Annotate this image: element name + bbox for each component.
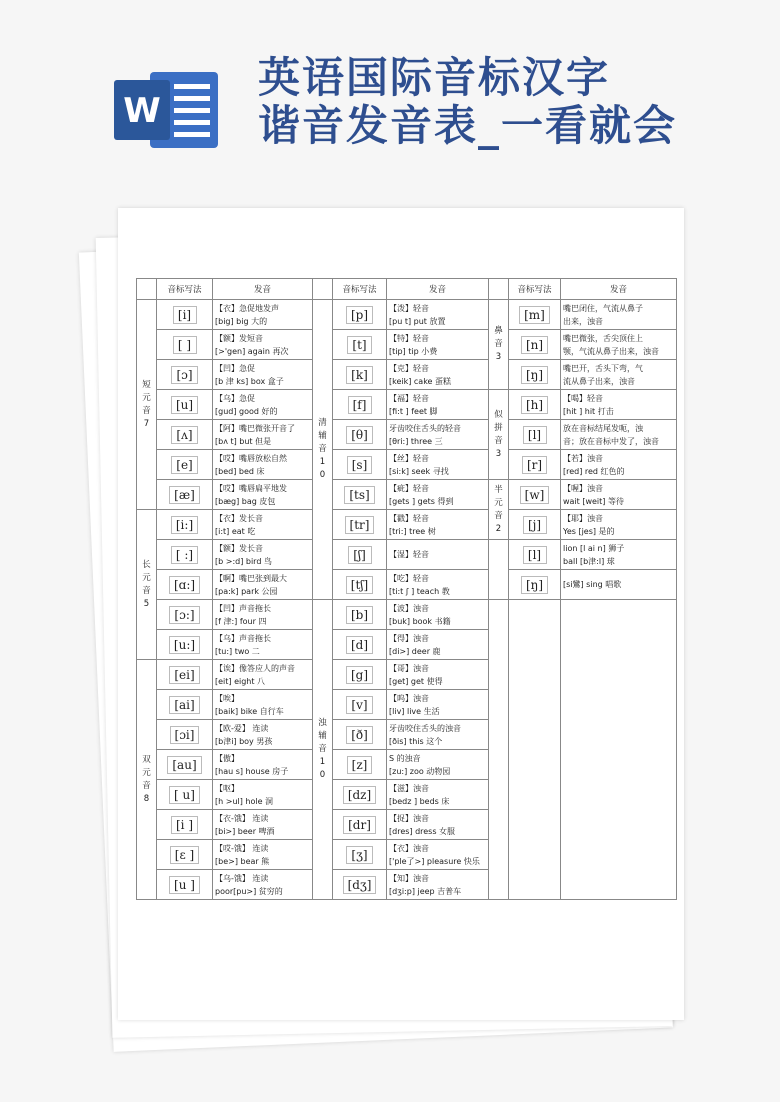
pronunciation-hint: 【得】浊音 xyxy=(389,633,429,643)
phonetic-symbol xyxy=(157,870,213,900)
example-word: [bed] bed 床 xyxy=(215,466,265,476)
symbol-text: [t] xyxy=(347,336,371,354)
table-row xyxy=(137,390,677,420)
phonetic-table xyxy=(136,278,677,900)
empty-cell xyxy=(509,600,561,900)
pronunciation-hint: 牙齿咬住舌头的浊音 xyxy=(389,723,461,733)
example-word: [h >ul] hole 洞 xyxy=(215,796,274,806)
phonetic-symbol xyxy=(333,450,387,480)
pronunciation-hint: 【衣-饿】 连读 xyxy=(215,813,269,823)
phonetic-symbol xyxy=(509,330,561,360)
pronunciation-cell xyxy=(387,510,489,540)
symbol-text: [u ] xyxy=(169,876,200,894)
pronunciation-hint: 【若】浊音 xyxy=(563,453,603,463)
pronunciation-hint: 【福】轻音 xyxy=(389,393,429,403)
example-word: 音；放在音标中发了，浊音 xyxy=(563,436,659,446)
category-label: 清 辅 音 1 0 xyxy=(313,300,333,600)
symbol-text: [s] xyxy=(347,456,373,474)
table-row xyxy=(137,450,677,480)
table-row xyxy=(137,480,677,510)
pronunciation-cell xyxy=(561,540,677,570)
phonetic-symbol xyxy=(157,780,213,810)
pronunciation-hint: 【哎】嘴唇放松自然 xyxy=(215,453,287,463)
phonetic-symbol xyxy=(509,360,561,390)
example-word: [be>] bear 熊 xyxy=(215,856,270,866)
phonetic-symbol xyxy=(157,540,213,570)
symbol-text: [n] xyxy=(521,336,548,354)
symbol-text: [r] xyxy=(522,456,547,474)
phonetic-symbol xyxy=(157,750,213,780)
symbol-text: [ʒ] xyxy=(346,846,372,864)
phonetic-symbol xyxy=(509,300,561,330)
table-row xyxy=(137,360,677,390)
pronunciation-cell xyxy=(561,450,677,480)
pronunciation-hint: 【乌】急促 xyxy=(215,393,255,403)
phonetic-symbol xyxy=(157,420,213,450)
example-word: [pu t] put 放置 xyxy=(389,316,446,326)
symbol-text: [v] xyxy=(346,696,372,714)
symbol-text: [f] xyxy=(348,396,372,414)
example-word: [baik] bike 自行车 xyxy=(215,706,284,716)
table-row xyxy=(137,300,677,330)
pronunciation-hint: S 的浊音 xyxy=(389,753,421,763)
pronunciation-hint: 【哎】嘴唇扁平地发 xyxy=(215,483,287,493)
phonetic-symbol xyxy=(157,330,213,360)
pronunciation-hint: 【喔】浊音 xyxy=(563,483,603,493)
example-word: ball [b津:l] 球 xyxy=(563,556,615,566)
phonetic-symbol xyxy=(509,420,561,450)
pronunciation-hint: 【知】浊音 xyxy=(389,873,429,883)
example-word: Yes [jes] 是的 xyxy=(563,526,615,536)
pronunciation-hint: 【衣】急促地发声 xyxy=(215,303,279,313)
header-pronunciation: 发音 xyxy=(213,279,313,300)
pronunciation-hint: lion [l ai n] 狮子 xyxy=(563,543,625,553)
pronunciation-cell xyxy=(213,330,313,360)
pronunciation-cell xyxy=(387,870,489,900)
symbol-text: [θ] xyxy=(346,426,373,444)
pronunciation-cell xyxy=(213,540,313,570)
pronunciation-hint: 【衣】浊音 xyxy=(389,843,429,853)
example-word: poor[pu>] 贫穷的 xyxy=(215,886,283,896)
symbol-text: [j] xyxy=(523,516,547,534)
symbol-text: [e] xyxy=(171,456,197,474)
pronunciation-cell xyxy=(387,750,489,780)
pronunciation-hint: 【诶】像答应人的声音 xyxy=(215,663,295,673)
example-word: [f 津:] four 四 xyxy=(215,616,267,626)
example-word: ['ple了>] pleasure 快乐 xyxy=(389,856,480,866)
symbol-text: [ɔ] xyxy=(171,366,197,384)
pronunciation-hint: 【衣】发长音 xyxy=(215,513,263,523)
table-row xyxy=(137,570,677,600)
pronunciation-cell xyxy=(561,480,677,510)
pronunciation-hint: 【乌-饿】 连读 xyxy=(215,873,269,883)
pronunciation-hint: 【泼】轻音 xyxy=(389,303,429,313)
example-word: wait [weit] 等待 xyxy=(563,496,624,506)
category-label: 双 元 音 8 xyxy=(137,660,157,900)
symbol-text: [g] xyxy=(346,666,373,684)
pronunciation-hint: 嘴巴闭住，气流从鼻子 xyxy=(563,303,643,313)
symbol-text: [ɑ:] xyxy=(169,576,200,594)
pronunciation-cell xyxy=(387,330,489,360)
phonetic-symbol xyxy=(333,420,387,450)
pronunciation-cell xyxy=(387,540,489,570)
example-word: 颚，气流从鼻子出来，浊音 xyxy=(563,346,659,356)
table-row xyxy=(137,510,677,540)
header-symbol: 音标写法 xyxy=(333,279,387,300)
example-word: [dʒi:p] jeep 吉普车 xyxy=(389,886,462,896)
pronunciation-hint: 【湿】轻音 xyxy=(389,550,429,559)
example-word: [b津i] boy 男孩 xyxy=(215,736,273,746)
pronunciation-hint: 【乌】声音拖长 xyxy=(215,633,271,643)
phonetic-symbol xyxy=(333,330,387,360)
example-word: [bi>] beer 啤酒 xyxy=(215,826,275,836)
category-label xyxy=(489,540,509,600)
example-word: [tip] tip 小费 xyxy=(389,346,438,356)
symbol-text: [p] xyxy=(346,306,373,324)
example-word: [ðis] this 这个 xyxy=(389,736,443,746)
symbol-text: [ ] xyxy=(173,336,197,354)
symbol-text: [z] xyxy=(347,756,373,774)
phonetic-symbol xyxy=(157,690,213,720)
symbol-text: [ :] xyxy=(171,546,198,564)
category-label: 似 拼 音 3 xyxy=(489,390,509,480)
symbol-text: [k] xyxy=(346,366,373,384)
symbol-text: [i ] xyxy=(171,816,198,834)
pronunciation-cell xyxy=(213,690,313,720)
pronunciation-cell xyxy=(213,780,313,810)
pronunciation-cell xyxy=(561,510,677,540)
pronunciation-cell xyxy=(387,690,489,720)
symbol-text: [ɔ:] xyxy=(169,606,199,624)
example-word: [hit ] hit 打击 xyxy=(563,406,614,416)
pronunciation-cell xyxy=(387,720,489,750)
pronunciation-cell xyxy=(213,510,313,540)
symbol-text: [ʃ] xyxy=(348,546,372,564)
example-word: [buk] book 书籍 xyxy=(389,616,451,626)
example-word: [b >:d] bird 鸟 xyxy=(215,556,272,566)
table-row xyxy=(137,420,677,450)
pronunciation-cell xyxy=(561,420,677,450)
symbol-text: [m] xyxy=(519,306,550,324)
phonetic-symbol xyxy=(157,840,213,870)
phonetic-symbol xyxy=(509,390,561,420)
example-word: [liv] live 生活 xyxy=(389,706,440,716)
svg-text:W: W xyxy=(123,91,161,131)
symbol-text: [ʌ] xyxy=(171,426,197,444)
pronunciation-cell xyxy=(213,660,313,690)
symbol-text: [dr] xyxy=(343,816,376,834)
phonetic-symbol xyxy=(157,630,213,660)
symbol-text: [ɔi] xyxy=(170,726,200,744)
example-word: [θri:] three 三 xyxy=(389,436,443,446)
phonetic-symbol xyxy=(157,300,213,330)
example-word: [red] red 红色的 xyxy=(563,466,625,476)
symbol-text: [ai] xyxy=(169,696,199,714)
phonetic-symbol xyxy=(509,450,561,480)
phonetic-symbol xyxy=(157,570,213,600)
pronunciation-cell xyxy=(561,300,677,330)
example-word: [bʌ t] but 但是 xyxy=(215,436,272,446)
phonetic-symbol xyxy=(333,630,387,660)
pronunciation-hint: 【呜】浊音 xyxy=(389,693,429,703)
pronunciation-hint: 【丝】轻音 xyxy=(389,453,429,463)
phonetic-symbol xyxy=(333,510,387,540)
symbol-text: [ts] xyxy=(344,486,374,504)
example-word: [bedz ] beds 床 xyxy=(389,796,450,806)
word-logo-icon xyxy=(112,66,222,154)
example-word: [gud] good 好的 xyxy=(215,406,278,416)
pronunciation-cell xyxy=(213,480,313,510)
example-word: [big] big 大的 xyxy=(215,316,268,326)
pronunciation-cell xyxy=(387,810,489,840)
pronunciation-cell xyxy=(561,570,677,600)
example-word: [>'gen] again 再次 xyxy=(215,346,289,356)
header-pronunciation: 发音 xyxy=(561,279,677,300)
example-word: [zu:] zoo 动物园 xyxy=(389,766,451,776)
pronunciation-cell xyxy=(213,390,313,420)
example-word: [tu:] two 二 xyxy=(215,646,260,656)
pronunciation-hint: 【耶】浊音 xyxy=(563,513,603,523)
phonetic-symbol xyxy=(333,690,387,720)
pronunciation-cell xyxy=(213,750,313,780)
example-word: [tri:] tree 树 xyxy=(389,526,436,536)
pronunciation-hint: 【特】轻音 xyxy=(389,333,429,343)
phonetic-symbol xyxy=(157,360,213,390)
symbol-text: [dʒ] xyxy=(343,876,377,894)
pronunciation-hint: 【凹】声音拖长 xyxy=(215,603,271,613)
example-word: [hau s] house 房子 xyxy=(215,766,289,776)
phonetic-symbol xyxy=(333,870,387,900)
phonetic-symbol xyxy=(333,570,387,600)
phonetic-symbol xyxy=(157,510,213,540)
pronunciation-hint: 【疵】轻音 xyxy=(389,483,429,493)
table-row xyxy=(137,600,677,630)
pronunciation-hint: 【额】发短音 xyxy=(215,333,263,343)
pronunciation-hint: 【欧-爱】 连读 xyxy=(215,723,269,733)
pronunciation-cell xyxy=(213,360,313,390)
example-word: [eit] eight 八 xyxy=(215,676,266,686)
pronunciation-hint: 【凹】急促 xyxy=(215,363,255,373)
example-word: [ti:t ʃ ] teach 教 xyxy=(389,586,450,596)
pronunciation-cell xyxy=(213,420,313,450)
symbol-text: [ɛ ] xyxy=(170,846,199,864)
empty-cell xyxy=(561,600,677,900)
pronunciation-hint: 【哥】浊音 xyxy=(389,663,429,673)
symbol-text: [ŋ] xyxy=(521,366,548,384)
pronunciation-cell xyxy=(213,630,313,660)
pronunciation-hint: 【阿】嘴巴微张开音了 xyxy=(215,423,295,433)
pronunciation-cell xyxy=(213,720,313,750)
title-line-1: 英语国际音标汉字 xyxy=(258,53,611,102)
phonetic-symbol xyxy=(333,780,387,810)
pronunciation-cell xyxy=(387,660,489,690)
symbol-text: [u:] xyxy=(169,636,200,654)
pronunciation-cell xyxy=(387,780,489,810)
pronunciation-cell xyxy=(387,630,489,660)
symbol-text: [dz] xyxy=(343,786,376,804)
pronunciation-hint: 【捉】浊音 xyxy=(389,813,429,823)
phonetic-symbol xyxy=(509,510,561,540)
category-label: 短 元 音 7 xyxy=(137,300,157,510)
symbol-text: [au] xyxy=(167,756,201,774)
pronunciation-cell xyxy=(213,870,313,900)
phonetic-symbol xyxy=(333,840,387,870)
pronunciation-cell xyxy=(213,450,313,480)
pronunciation-hint: 牙齿咬住舌头的轻音 xyxy=(389,423,461,433)
example-word: [dres] dress 女服 xyxy=(389,826,456,836)
category-label: 鼻 音 3 xyxy=(489,300,509,390)
category-label: 长 元 音 5 xyxy=(137,510,157,660)
symbol-text: [i:] xyxy=(171,516,198,534)
symbol-text: [b] xyxy=(346,606,373,624)
category-label: 浊 辅 音 1 0 xyxy=(313,600,333,900)
phonetic-symbol xyxy=(333,300,387,330)
pronunciation-hint: 【喝】轻音 xyxy=(563,393,603,403)
symbol-text: [i] xyxy=(173,306,197,324)
phonetic-symbol xyxy=(333,480,387,510)
example-word: [di>] deer 鹿 xyxy=(389,646,441,656)
example-word: [b 津 ks] box 盒子 xyxy=(215,376,284,386)
phonetic-symbol xyxy=(333,600,387,630)
pronunciation-hint: 【吃】轻音 xyxy=(389,573,429,583)
symbol-text: [l] xyxy=(523,426,547,444)
example-word: [keik] cake 蛋糕 xyxy=(389,376,452,386)
pronunciation-hint: 【波】浊音 xyxy=(389,603,429,613)
symbol-text: [ei] xyxy=(169,666,199,684)
pronunciation-hint: 【哎-饿】 连读 xyxy=(215,843,269,853)
symbol-text: [h] xyxy=(521,396,548,414)
example-word: [si:k] seek 寻找 xyxy=(389,466,449,476)
symbol-text: [w] xyxy=(520,486,550,504)
pronunciation-cell xyxy=(213,600,313,630)
pronunciation-cell xyxy=(213,840,313,870)
pronunciation-cell xyxy=(213,810,313,840)
title-line-2: 谐音发音表_一看就会 xyxy=(258,101,678,150)
example-word: [fi:t ] feet 脚 xyxy=(389,406,438,416)
pronunciation-cell xyxy=(213,570,313,600)
pronunciation-cell xyxy=(561,360,677,390)
pronunciation-cell xyxy=(387,480,489,510)
phonetic-symbol xyxy=(157,810,213,840)
category-label: 半 元 音 2 xyxy=(489,480,509,540)
example-word: [i:t] eat 吃 xyxy=(215,526,256,536)
symbol-text: [tʃ] xyxy=(346,576,373,594)
header-pronunciation: 发音 xyxy=(387,279,489,300)
pronunciation-cell xyxy=(387,300,489,330)
symbol-text: [æ] xyxy=(169,486,200,504)
pronunciation-cell xyxy=(387,600,489,630)
symbol-text: [l] xyxy=(523,546,547,564)
header-symbol: 音标写法 xyxy=(157,279,213,300)
phonetic-symbol xyxy=(509,570,561,600)
pronunciation-cell xyxy=(561,330,677,360)
pronunciation-cell xyxy=(387,360,489,390)
symbol-text: [ŋ] xyxy=(521,576,548,594)
phonetic-symbol xyxy=(333,390,387,420)
pronunciation-cell xyxy=(387,450,489,480)
pronunciation-hint: 【傲】 xyxy=(215,753,239,763)
symbol-text: [ð] xyxy=(346,726,373,744)
pronunciation-hint: 【滋】浊音 xyxy=(389,783,429,793)
phonetic-symbol xyxy=(509,480,561,510)
example-word: 流从鼻子出来，浊音 xyxy=(563,376,635,386)
pronunciation-cell xyxy=(387,420,489,450)
phonetic-symbol xyxy=(333,360,387,390)
pronunciation-cell xyxy=(387,570,489,600)
example-word: [gets ] gets 得到 xyxy=(389,496,454,506)
table-header-row xyxy=(137,279,677,300)
page-title xyxy=(258,54,677,150)
phonetic-symbol xyxy=(157,390,213,420)
example-word: 出来，浊音 xyxy=(563,316,603,326)
phonetic-symbol xyxy=(333,810,387,840)
pronunciation-cell xyxy=(387,390,489,420)
phonetic-symbol xyxy=(157,480,213,510)
symbol-text: [u] xyxy=(171,396,198,414)
symbol-text: [tr] xyxy=(345,516,375,534)
example-word: [bæg] bag 皮包 xyxy=(215,496,276,506)
phonetic-symbol xyxy=(333,660,387,690)
empty-cell xyxy=(489,600,509,900)
pronunciation-hint: 【呕】 xyxy=(215,783,239,793)
pronunciation-cell xyxy=(387,840,489,870)
pronunciation-hint: 【啊】嘴巴张到最大 xyxy=(215,573,287,583)
pronunciation-hint: 【额】发长音 xyxy=(215,543,263,553)
pronunciation-cell xyxy=(561,390,677,420)
phonetic-symbol xyxy=(333,540,387,570)
table-row xyxy=(137,330,677,360)
phonetic-symbol xyxy=(333,750,387,780)
table-row xyxy=(137,540,677,570)
example-word: [pa:k] park 公园 xyxy=(215,586,278,596)
pronunciation-hint: 嘴巴微张，舌尖顶住上 xyxy=(563,333,643,343)
pronunciation-hint: 【戳】轻音 xyxy=(389,513,429,523)
phonetic-symbol xyxy=(157,600,213,630)
pronunciation-hint: 放在音标结尾发呃，浊 xyxy=(563,423,643,433)
pronunciation-hint: 嘴巴开，舌头下弯，气 xyxy=(563,363,643,373)
pronunciation-cell xyxy=(213,300,313,330)
phonetic-symbol xyxy=(157,450,213,480)
pronunciation-hint: [si鸞] sing 唱歌 xyxy=(563,580,622,589)
phonetic-symbol xyxy=(509,540,561,570)
symbol-text: [ u] xyxy=(169,786,200,804)
example-word: [get] get 使得 xyxy=(389,676,443,686)
header xyxy=(0,0,780,200)
phonetic-symbol xyxy=(333,720,387,750)
phonetic-symbol xyxy=(157,720,213,750)
pronunciation-hint: 【唉】 xyxy=(215,693,239,703)
header-symbol: 音标写法 xyxy=(509,279,561,300)
pronunciation-hint: 【克】轻音 xyxy=(389,363,429,373)
symbol-text: [d] xyxy=(346,636,373,654)
phonetic-symbol xyxy=(157,660,213,690)
